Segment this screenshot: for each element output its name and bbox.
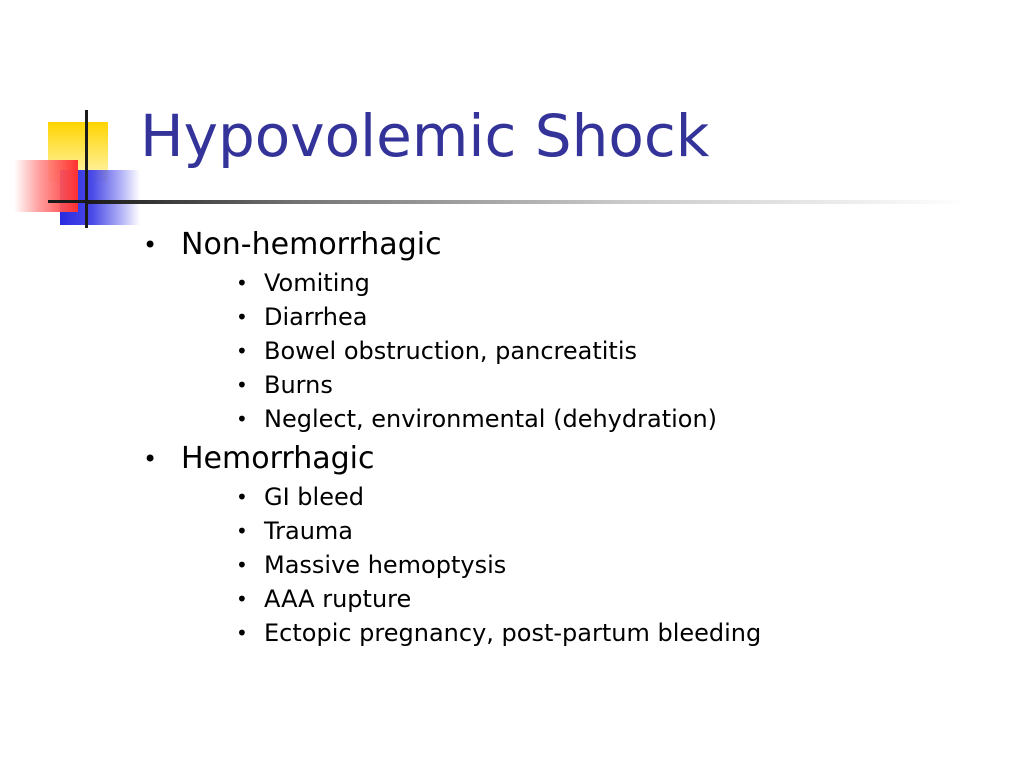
list-item-text: Bowel obstruction, pancreatitis bbox=[264, 337, 637, 365]
list-item-text: Diarrhea bbox=[264, 303, 368, 331]
list-item-non-hemorrhagic bbox=[143, 226, 1003, 436]
list-item-text: Massive hemoptysis bbox=[264, 551, 507, 579]
bullet-list bbox=[143, 226, 1003, 650]
bullet-icon: • bbox=[236, 519, 248, 543]
bullet-icon: • bbox=[236, 485, 248, 509]
bullet-icon: • bbox=[236, 621, 248, 645]
title-underline-rule bbox=[88, 200, 968, 204]
bullet-icon: • bbox=[236, 587, 248, 611]
bullet-icon: • bbox=[236, 339, 248, 363]
bullet-icon: • bbox=[143, 445, 158, 473]
sub-list-non-hemorrhagic bbox=[181, 266, 1003, 436]
list-item bbox=[181, 402, 1003, 436]
vertical-line-decoration bbox=[85, 110, 88, 228]
bullet-icon: • bbox=[236, 553, 248, 577]
list-item-text: AAA rupture bbox=[264, 585, 412, 613]
list-item bbox=[181, 514, 1003, 548]
bullet-icon: • bbox=[143, 231, 158, 259]
bullet-icon: • bbox=[236, 271, 248, 295]
list-item-text: Ectopic pregnancy, post-partum bleeding bbox=[264, 619, 762, 647]
list-item bbox=[181, 266, 1003, 300]
section-label: Hemorrhagic bbox=[181, 441, 375, 476]
bullet-icon: • bbox=[236, 373, 248, 397]
red-square-decoration bbox=[14, 160, 78, 212]
bullet-icon: • bbox=[236, 407, 248, 431]
list-item-text: GI bleed bbox=[264, 483, 364, 511]
slide-body bbox=[143, 226, 1003, 650]
slide-title: Hypovolemic Shock bbox=[140, 102, 710, 170]
list-item-text: Trauma bbox=[264, 517, 354, 545]
list-item bbox=[181, 548, 1003, 582]
bullet-icon: • bbox=[236, 305, 248, 329]
corner-logo-decoration bbox=[0, 0, 160, 240]
sub-list-hemorrhagic bbox=[181, 480, 1003, 650]
list-item bbox=[181, 300, 1003, 334]
list-item bbox=[181, 480, 1003, 514]
list-item-text: Neglect, environmental (dehydration) bbox=[264, 405, 718, 433]
list-item bbox=[181, 334, 1003, 368]
list-item-hemorrhagic bbox=[143, 440, 1003, 650]
list-item bbox=[181, 368, 1003, 402]
list-item-text: Vomiting bbox=[264, 269, 370, 297]
section-label: Non-hemorrhagic bbox=[181, 227, 442, 262]
list-item-text: Burns bbox=[264, 371, 333, 399]
list-item bbox=[181, 582, 1003, 616]
list-item bbox=[181, 616, 1003, 650]
